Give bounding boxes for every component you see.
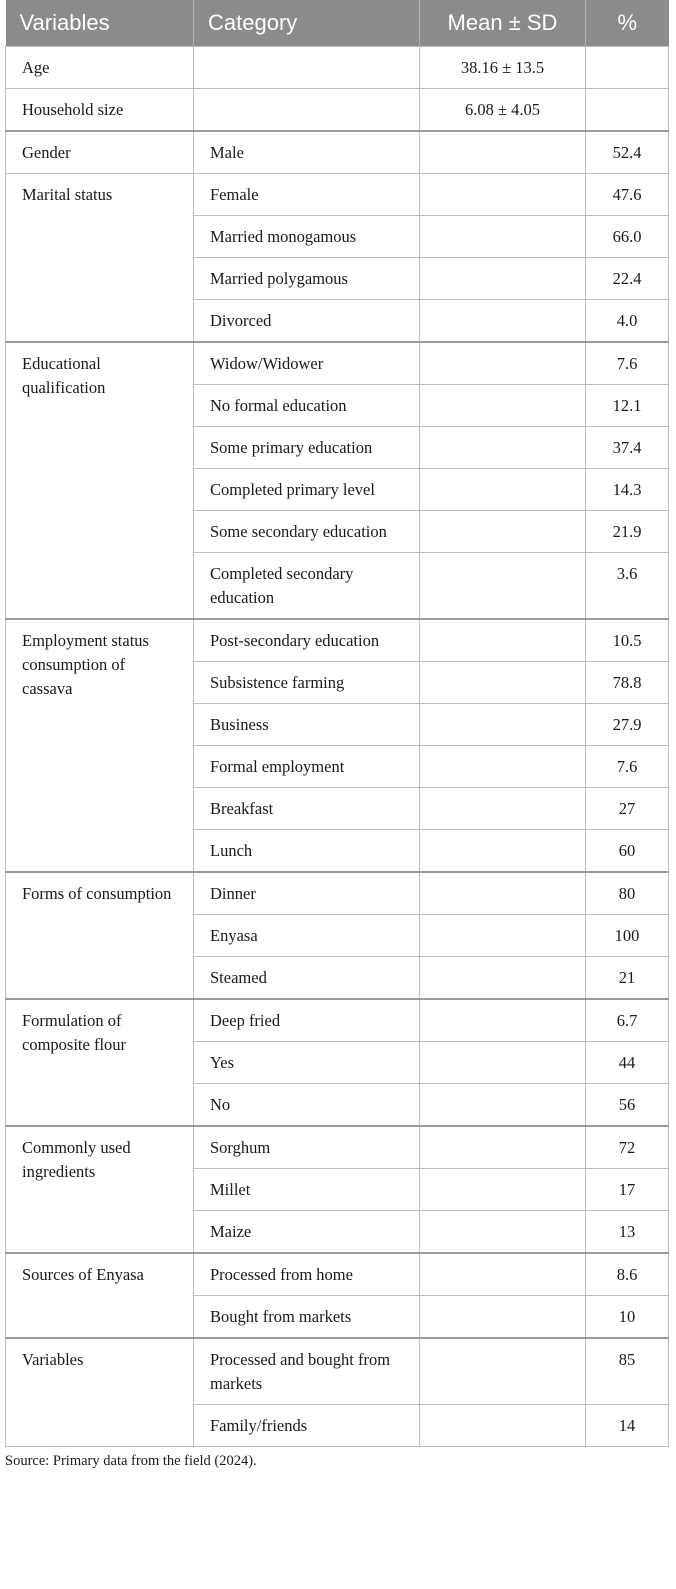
table-body xyxy=(6,46,669,1446)
cell-category: Family/friends xyxy=(194,1404,420,1446)
cell-variable: Commonly used ingredients xyxy=(6,1126,194,1253)
cell-category: Processed and bought from markets xyxy=(194,1338,420,1405)
cell-category: Completed primary level xyxy=(194,468,420,510)
cell-mean-sd xyxy=(420,1126,586,1169)
table-row xyxy=(6,619,669,662)
cell-mean-sd xyxy=(420,1210,586,1253)
cell-mean-sd xyxy=(420,1041,586,1083)
cell-percent: 56 xyxy=(586,1083,669,1126)
cell-mean-sd xyxy=(420,426,586,468)
cell-percent: 78.8 xyxy=(586,661,669,703)
cell-mean-sd xyxy=(420,173,586,215)
cell-percent: 10 xyxy=(586,1295,669,1338)
cell-variable: Educational qualification xyxy=(6,342,194,619)
cell-variable: Formulation of composite flour xyxy=(6,999,194,1126)
cell-variable: Forms of consumption xyxy=(6,872,194,999)
cell-category: Married polygamous xyxy=(194,257,420,299)
cell-category: Dinner xyxy=(194,872,420,915)
cell-category: Divorced xyxy=(194,299,420,342)
cell-variable: Household size xyxy=(6,88,194,131)
cell-category: Yes xyxy=(194,1041,420,1083)
cell-category: Female xyxy=(194,173,420,215)
cell-category: Enyasa xyxy=(194,914,420,956)
cell-mean-sd xyxy=(420,299,586,342)
cell-category: Married monogamous xyxy=(194,215,420,257)
cell-percent: 27.9 xyxy=(586,703,669,745)
cell-mean-sd xyxy=(420,872,586,915)
cell-percent: 21.9 xyxy=(586,510,669,552)
table-header xyxy=(6,0,669,46)
cell-percent: 44 xyxy=(586,1041,669,1083)
cell-variable: Variables xyxy=(6,1338,194,1447)
cell-category: Business xyxy=(194,703,420,745)
cell-mean-sd xyxy=(420,342,586,385)
cell-variable: Gender xyxy=(6,131,194,174)
cell-category: Formal employment xyxy=(194,745,420,787)
cell-category: Some secondary education xyxy=(194,510,420,552)
cell-percent: 21 xyxy=(586,956,669,999)
cell-mean-sd xyxy=(420,1295,586,1338)
cell-variable: Marital status xyxy=(6,173,194,342)
cell-percent: 4.0 xyxy=(586,299,669,342)
cell-percent: 52.4 xyxy=(586,131,669,174)
header-variables: Variables xyxy=(6,0,194,46)
table-row xyxy=(6,46,669,88)
cell-percent: 22.4 xyxy=(586,257,669,299)
table-row xyxy=(6,88,669,131)
cell-category: Processed from home xyxy=(194,1253,420,1296)
cell-percent: 100 xyxy=(586,914,669,956)
table-row xyxy=(6,1126,669,1169)
cell-mean-sd xyxy=(420,510,586,552)
table-row xyxy=(6,173,669,215)
table-row xyxy=(6,872,669,915)
cell-category: Completed secondary education xyxy=(194,552,420,619)
cell-category xyxy=(194,46,420,88)
table-row xyxy=(6,999,669,1042)
header-percent: % xyxy=(586,0,669,46)
cell-mean-sd xyxy=(420,1083,586,1126)
cell-percent: 72 xyxy=(586,1126,669,1169)
cell-percent: 14 xyxy=(586,1404,669,1446)
table-row xyxy=(6,1253,669,1296)
table-row xyxy=(6,1338,669,1405)
cell-category: Breakfast xyxy=(194,787,420,829)
cell-category: No xyxy=(194,1083,420,1126)
header-mean-sd: Mean ± SD xyxy=(420,0,586,46)
cell-category: Millet xyxy=(194,1168,420,1210)
source-note: Source: Primary data from the field (2024). xyxy=(5,1452,257,1469)
cell-mean-sd: 6.08 ± 4.05 xyxy=(420,88,586,131)
cell-mean-sd xyxy=(420,1338,586,1405)
cell-mean-sd xyxy=(420,829,586,872)
cell-percent: 37.4 xyxy=(586,426,669,468)
cell-percent: 60 xyxy=(586,829,669,872)
cell-category: Maize xyxy=(194,1210,420,1253)
table-row xyxy=(6,131,669,174)
cell-variable: Sources of Enyasa xyxy=(6,1253,194,1338)
cell-category: Male xyxy=(194,131,420,174)
cell-category: Lunch xyxy=(194,829,420,872)
cell-percent: 6.7 xyxy=(586,999,669,1042)
header-category: Category xyxy=(194,0,420,46)
cell-percent: 85 xyxy=(586,1338,669,1405)
header-row xyxy=(6,0,669,46)
cell-mean-sd xyxy=(420,914,586,956)
cell-category: Widow/Widower xyxy=(194,342,420,385)
cell-percent: 17 xyxy=(586,1168,669,1210)
cell-mean-sd xyxy=(420,384,586,426)
cell-mean-sd xyxy=(420,661,586,703)
cell-percent: 66.0 xyxy=(586,215,669,257)
cell-mean-sd xyxy=(420,552,586,619)
cell-percent: 3.6 xyxy=(586,552,669,619)
cell-percent: 7.6 xyxy=(586,745,669,787)
cell-mean-sd xyxy=(420,703,586,745)
cell-mean-sd xyxy=(420,745,586,787)
cell-mean-sd xyxy=(420,1253,586,1296)
cell-mean-sd xyxy=(420,215,586,257)
cell-mean-sd xyxy=(420,956,586,999)
cell-percent: 10.5 xyxy=(586,619,669,662)
cell-percent: 13 xyxy=(586,1210,669,1253)
cell-category: Sorghum xyxy=(194,1126,420,1169)
cell-mean-sd xyxy=(420,468,586,510)
cell-category: Bought from markets xyxy=(194,1295,420,1338)
cell-percent: 14.3 xyxy=(586,468,669,510)
cell-mean-sd xyxy=(420,787,586,829)
cell-mean-sd xyxy=(420,257,586,299)
cell-mean-sd xyxy=(420,1404,586,1446)
cell-category: Deep fried xyxy=(194,999,420,1042)
cell-percent: 7.6 xyxy=(586,342,669,385)
cell-category: Subsistence farming xyxy=(194,661,420,703)
cell-percent: 47.6 xyxy=(586,173,669,215)
cell-mean-sd xyxy=(420,1168,586,1210)
cell-mean-sd xyxy=(420,619,586,662)
cell-percent: 8.6 xyxy=(586,1253,669,1296)
cell-category: Steamed xyxy=(194,956,420,999)
demographics-table xyxy=(5,0,669,1447)
cell-category: No formal education xyxy=(194,384,420,426)
cell-percent xyxy=(586,46,669,88)
cell-mean-sd: 38.16 ± 13.5 xyxy=(420,46,586,88)
cell-percent: 27 xyxy=(586,787,669,829)
cell-variable: Age xyxy=(6,46,194,88)
cell-percent: 12.1 xyxy=(586,384,669,426)
cell-category: Post-secondary education xyxy=(194,619,420,662)
cell-category: Some primary education xyxy=(194,426,420,468)
cell-variable: Employment status consumption of cassava xyxy=(6,619,194,872)
cell-percent xyxy=(586,88,669,131)
cell-category xyxy=(194,88,420,131)
cell-mean-sd xyxy=(420,131,586,174)
cell-percent: 80 xyxy=(586,872,669,915)
table-row xyxy=(6,342,669,385)
cell-mean-sd xyxy=(420,999,586,1042)
